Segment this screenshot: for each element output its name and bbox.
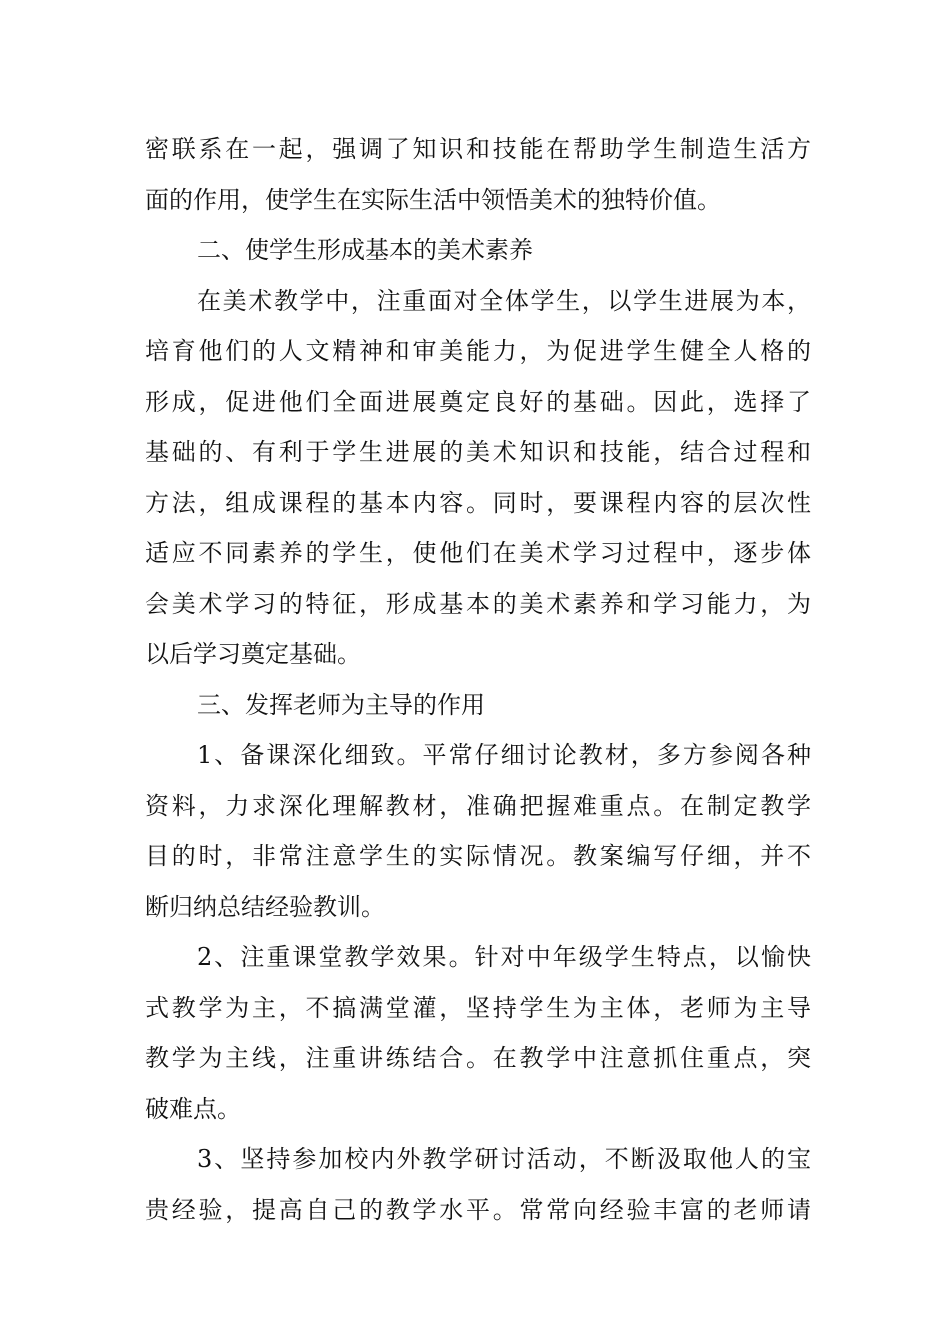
paragraph-line: 1、备课深化细致。平常仔细讨论教材，多方参阅各种 — [197, 741, 811, 769]
paragraph-line: 式教学为主，不搞满堂灌，坚持学生为主体，老师为主导 — [145, 993, 811, 1022]
paragraph-line: 贵经验，提高自己的教学水平。常常向经验丰富的老师请 — [145, 1195, 811, 1224]
paragraph-line: 会美术学习的特征，形成基本的美术素养和学习能力，为 — [145, 589, 811, 618]
paragraph-line: 密联系在一起，强调了知识和技能在帮助学生制造生活方 — [145, 135, 811, 163]
paragraph-line: 在美术教学中，注重面对全体学生，以学生进展为本， — [197, 286, 811, 315]
section-heading: 三、发挥老师为主导的作用 — [197, 690, 485, 719]
paragraph-line: 形成，促进他们全面进展奠定良好的基础。因此，选择了 — [145, 387, 811, 416]
section-heading: 二、使学生形成基本的美术素养 — [197, 236, 533, 264]
paragraph-line: 2、注重课堂教学效果。针对中年级学生特点，以愉快 — [197, 943, 811, 971]
paragraph-line: 基础的、有利于学生进展的美术知识和技能，结合过程和 — [145, 438, 811, 466]
paragraph-line: 培育他们的人文精神和审美能力，为促进学生健全人格的 — [145, 337, 811, 365]
paragraph-line: 面的作用，使学生在实际生活中领悟美术的独特价值。 — [145, 185, 721, 214]
paragraph-line: 破难点。 — [145, 1094, 241, 1123]
document-body — [145, 124, 811, 1235]
paragraph-line: 方法，组成课程的基本内容。同时，要课程内容的层次性 — [145, 488, 811, 517]
paragraph-line: 教学为主线，注重讲练结合。在教学中注意抓住重点，突 — [145, 1044, 811, 1072]
paragraph-line: 目的时，非常注意学生的实际情况。教案编写仔细，并不 — [145, 842, 811, 870]
paragraph-line: 适应不同素养的学生，使他们在美术学习过程中，逐步体 — [145, 539, 811, 567]
paragraph-line: 资料，力求深化理解教材，准确把握难重点。在制定教学 — [145, 791, 811, 820]
paragraph-line: 3、坚持参加校内外教学研讨活动，不断汲取他人的宝 — [197, 1145, 811, 1173]
paragraph-line: 断归纳总结经验教训。 — [145, 892, 385, 921]
paragraph-line: 以后学习奠定基础。 — [145, 640, 361, 668]
